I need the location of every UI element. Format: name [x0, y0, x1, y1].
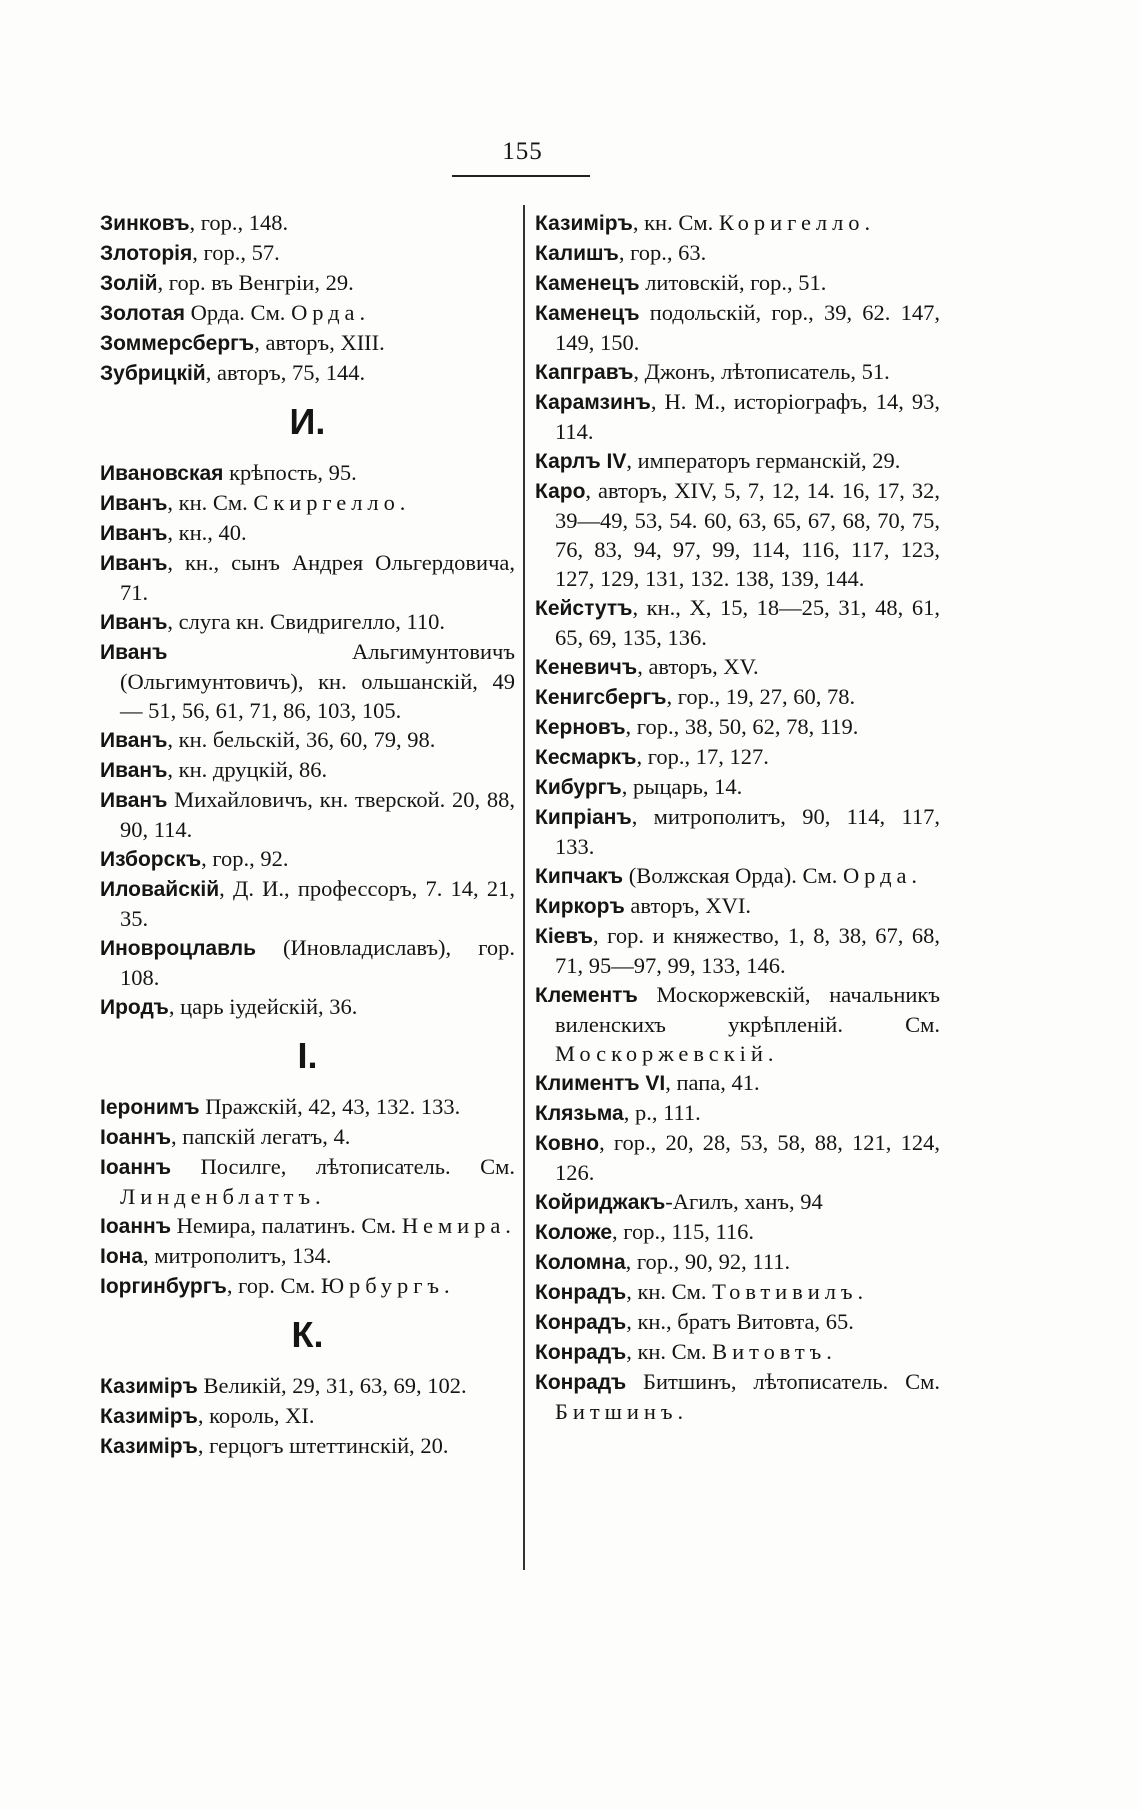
index-entry	[535, 1187, 940, 1217]
entry-text: , кн. См.	[626, 1339, 713, 1364]
entry-headword: Иродъ	[100, 996, 169, 1019]
entry-headword: Иванъ	[100, 522, 168, 545]
index-entry	[100, 725, 515, 755]
index-entry	[535, 446, 940, 476]
cross-reference: Орда	[842, 863, 912, 888]
index-entry	[535, 208, 940, 238]
entry-text: крѣпость, 95.	[223, 460, 357, 485]
entry-text: , гор., 20, 28, 53, 58, 88, 121, 124, 126.	[555, 1130, 940, 1185]
entry-text: , кн. бельскій, 36, 60, 79, 98.	[167, 727, 436, 752]
entry-headword: Иловайскій	[100, 878, 220, 901]
entry-text: , гор. и княжество, 1, 8, 38, 67, 68, 71, 95—97, 99, 133, 146.	[555, 923, 940, 978]
section-letter-heading: И.	[289, 401, 326, 442]
index-entry	[100, 785, 515, 844]
entry-text: литовскій, гор., 51.	[639, 270, 827, 295]
index-entry	[100, 328, 515, 358]
index-entry	[100, 458, 515, 488]
entry-headword: Конрадъ	[535, 1341, 627, 1364]
index-entry	[535, 652, 940, 682]
entry-headword: Казиміръ	[535, 212, 633, 235]
entry-headword: Іеронимъ	[100, 1096, 200, 1119]
entry-headword: Іоаннъ	[100, 1126, 172, 1149]
index-entry	[535, 357, 940, 387]
entry-headword: Зинковъ	[100, 212, 190, 235]
entry-headword: Иванъ	[100, 492, 168, 515]
index-entry	[100, 607, 515, 637]
index-entry	[100, 637, 515, 725]
index-entry	[100, 1152, 515, 1211]
entry-headword: Керновъ	[535, 716, 626, 739]
index-entry	[100, 755, 515, 785]
entry-text: .	[911, 863, 918, 888]
index-entry	[100, 933, 515, 992]
entry-text: Альгимунтовичъ (Ольгимунтовичъ), кн. ольшанскій, 49 — 51, 56, 61, 71, 86, 103, 105.	[120, 639, 515, 723]
entry-text: .	[767, 1041, 774, 1066]
entry-text: .	[677, 1399, 684, 1424]
entry-headword: Зоммерсбергъ	[100, 332, 255, 355]
entry-text: авторъ, XVI.	[624, 893, 751, 918]
index-entry	[100, 1092, 515, 1122]
entry-headword: Карамзинъ	[535, 391, 651, 414]
index-entry	[100, 238, 515, 268]
index-entry	[100, 488, 515, 518]
entry-text: , кн. См.	[167, 490, 254, 515]
index-entry	[535, 682, 940, 712]
entry-text: , гор., 38, 50, 62, 78, 119.	[625, 714, 859, 739]
entry-headword: Иновроцлавль	[100, 937, 256, 960]
cross-reference: Витовтъ	[712, 1339, 827, 1364]
entry-headword: Зубрицкій	[100, 362, 206, 385]
entry-headword: Іоргинбургъ	[100, 1275, 227, 1298]
entry-headword: Злоторія	[100, 242, 193, 265]
entry-text: , царь іудейскій, 36.	[168, 994, 358, 1019]
index-entry	[535, 476, 940, 593]
cross-reference: Товтивилъ	[712, 1279, 858, 1304]
entry-text: , Джонъ, лѣтописатель, 51.	[633, 359, 890, 384]
entry-headword: Иванъ	[100, 641, 168, 664]
index-entry	[535, 712, 940, 742]
entry-headword: Иванъ	[100, 759, 168, 782]
entry-headword: Капгравъ	[535, 361, 634, 384]
index-entry	[100, 1211, 515, 1241]
index-entry	[535, 593, 940, 652]
entry-headword: Казиміръ	[100, 1435, 198, 1458]
entry-text: , Н. М., исторіографъ, 14, 93, 114.	[555, 389, 940, 444]
index-entry	[535, 1337, 940, 1367]
entry-headword: Конрадъ	[535, 1281, 627, 1304]
entry-text: , кн., X, 15, 18—25, 31, 48, 61, 65, 69, 135, 136.	[555, 595, 940, 650]
index-entry	[535, 1068, 940, 1098]
entry-headword: Казиміръ	[100, 1375, 198, 1398]
entry-headword: Золотая	[100, 302, 186, 325]
index-entry	[100, 298, 515, 328]
entry-headword: Клементъ	[535, 984, 638, 1007]
entry-headword: Кенигсбергъ	[535, 686, 667, 709]
index-entry	[535, 1098, 940, 1128]
index-entry	[535, 891, 940, 921]
entry-text: .	[443, 1273, 450, 1298]
entry-text: .	[399, 490, 406, 515]
entry-headword: Конрадъ	[535, 1371, 627, 1394]
entry-text: , кн., сынъ Андрея Ольгердовича, 71.	[120, 550, 515, 605]
index-entry	[535, 1128, 940, 1187]
entry-text: , гор. въ Венгріи, 29.	[157, 270, 354, 295]
index-entry	[535, 861, 940, 891]
column-divider	[523, 205, 525, 1570]
section-letter-heading: К.	[291, 1314, 324, 1355]
entry-headword: Клязьма	[535, 1102, 624, 1125]
entry-text: .	[315, 1184, 321, 1209]
index-entry	[535, 1307, 940, 1337]
index-entry	[100, 1271, 515, 1301]
cross-reference: Коригелло	[718, 210, 865, 235]
entry-headword: Иванъ	[100, 729, 168, 752]
index-entry	[100, 992, 515, 1022]
index-entry	[100, 874, 515, 933]
entry-text: , слуга кн. Свидригелло, 110.	[167, 609, 446, 634]
entry-headword: Калишъ	[535, 242, 619, 265]
entry-text: , гор., 19, 27, 60, 78.	[666, 684, 856, 709]
entry-headword: Климентъ VI	[535, 1072, 666, 1095]
entry-headword: Кипчакъ	[535, 865, 624, 888]
entry-text: , р., 111.	[623, 1100, 701, 1125]
entry-headword: Кибургъ	[535, 776, 622, 799]
index-entry	[535, 742, 940, 772]
entry-text: , Д. И., профессоръ, 7. 14, 21, 35.	[120, 876, 515, 931]
entry-text: , императоръ германскій, 29.	[626, 448, 901, 473]
entry-text: .	[505, 1213, 511, 1238]
entry-text: подольскій, гор., 39, 62. 147, 149, 150.	[555, 300, 940, 355]
index-entry	[535, 298, 940, 357]
entry-text: , гор., 17, 127.	[636, 744, 769, 769]
entry-headword: Казиміръ	[100, 1405, 198, 1428]
index-column-left	[100, 208, 515, 1461]
section-letter-heading: І.	[297, 1035, 318, 1076]
entry-text: , папскій легатъ, 4.	[171, 1124, 351, 1149]
entry-text: Битшинъ, лѣтописатель. См.	[626, 1369, 940, 1394]
entry-headword: Кипріанъ	[535, 806, 632, 829]
cross-reference: Юрбургъ	[320, 1273, 444, 1298]
index-entry	[535, 387, 940, 446]
index-entry	[535, 268, 940, 298]
entry-text: , авторъ, XIV, 5, 7, 12, 14. 16, 17, 32, 39—49, 53, 54. 60, 63, 65, 67, 68, 70, 75, 76, 83, 94, 97, 99, 114, 116, 117, 123, 127, 129, 131, 132. 138, 139, 144.	[555, 478, 940, 591]
entry-text: , король, XI.	[197, 1403, 315, 1428]
entry-headword: Іоаннъ	[100, 1156, 172, 1179]
page-number: 155	[502, 138, 543, 165]
entry-headword: Золій	[100, 272, 158, 295]
entry-text: (Иновладиславъ), гор. 108.	[120, 935, 515, 990]
page-number-rule	[452, 175, 590, 177]
entry-headword: Іоаннъ	[100, 1215, 172, 1238]
entry-headword: Іона	[100, 1245, 144, 1268]
index-entry	[535, 1367, 940, 1426]
index-entry	[535, 1217, 940, 1247]
index-entry	[535, 980, 940, 1068]
entry-text: , митрополитъ, 90, 114, 117, 133.	[555, 804, 940, 859]
entry-text: , кн., братъ Витовта, 65.	[626, 1309, 854, 1334]
entry-text: Великій, 29, 31, 63, 69, 102.	[197, 1373, 467, 1398]
entry-text: Москоржевскій, начальникъ виленскихъ укрѣпленій. См.	[555, 982, 940, 1037]
entry-text: , папа, 41.	[665, 1070, 760, 1095]
index-entry	[100, 208, 515, 238]
entry-text: Орда. См.	[185, 300, 292, 325]
entry-headword: Коломна	[535, 1251, 626, 1274]
entry-headword: Ковно	[535, 1132, 600, 1155]
entry-headword: Кіевъ	[535, 925, 594, 948]
entry-headword: Каменецъ	[535, 272, 640, 295]
cross-reference: Битшинъ	[555, 1399, 678, 1424]
index-entry	[535, 238, 940, 268]
cross-reference: Скиргелло	[253, 490, 400, 515]
cross-reference: Немира	[401, 1213, 506, 1238]
entry-headword: Киркоръ	[535, 895, 625, 918]
entry-headword: Иванъ	[100, 611, 168, 634]
entry-headword: Иванъ	[100, 552, 168, 575]
index-entry	[100, 548, 515, 607]
entry-headword: Ивановская	[100, 462, 224, 485]
entry-text: , гор., 63.	[618, 240, 707, 265]
entry-text: Немира, палатинъ. См.	[171, 1213, 402, 1238]
cross-reference: Москоржевскій	[555, 1041, 768, 1066]
entry-text: , авторъ, XV.	[637, 654, 759, 679]
index-entry	[100, 268, 515, 298]
index-entry	[100, 1371, 515, 1401]
entry-text: .	[857, 1279, 864, 1304]
entry-text: , авторъ, XIII.	[254, 330, 385, 355]
index-column-right	[535, 208, 940, 1426]
entry-headword: Кеневичъ	[535, 656, 638, 679]
entry-headword: Карлъ IV	[535, 450, 627, 473]
entry-text: .	[359, 300, 366, 325]
entry-text: , кн. См.	[626, 1279, 713, 1304]
entry-text: -Агилъ, ханъ, 94	[665, 1189, 823, 1214]
entry-text: .	[864, 210, 871, 235]
entry-text: , митрополитъ, 134.	[143, 1243, 332, 1268]
index-entry	[100, 1401, 515, 1431]
entry-text: , кн. друцкій, 86.	[167, 757, 328, 782]
index-entry	[100, 1431, 515, 1461]
entry-text: Пражскій, 42, 43, 132. 133.	[199, 1094, 461, 1119]
entry-text: , гор., 115, 116.	[612, 1219, 755, 1244]
entry-headword: Коложе	[535, 1221, 613, 1244]
index-entry	[100, 518, 515, 548]
index-entry	[535, 1247, 940, 1277]
index-entry	[100, 844, 515, 874]
entry-headword: Кейстутъ	[535, 597, 633, 620]
index-entry	[100, 1241, 515, 1271]
entry-text: , кн., 40.	[167, 520, 247, 545]
index-entry	[100, 1122, 515, 1152]
entry-text: , авторъ, 75, 144.	[205, 360, 366, 385]
entry-text: Посилге, лѣтописатель. См.	[171, 1154, 515, 1179]
index-entry	[100, 358, 515, 388]
entry-text: , гор., 148.	[189, 210, 289, 235]
entry-text: , герцогъ штеттинскій, 20.	[197, 1433, 449, 1458]
entry-text: , гор., 57.	[192, 240, 280, 265]
entry-text: .	[826, 1339, 832, 1364]
entry-text: , рыцарь, 14.	[621, 774, 743, 799]
index-entry	[535, 772, 940, 802]
index-entry	[535, 1277, 940, 1307]
index-entry	[535, 921, 940, 980]
entry-headword: Изборскъ	[100, 848, 202, 871]
entry-headword: Иванъ	[100, 789, 168, 812]
entry-headword: Каро	[535, 480, 586, 503]
entry-text: , гор., 90, 92, 111.	[625, 1249, 791, 1274]
cross-reference: Линденблаттъ	[120, 1184, 316, 1209]
entry-headword: Каменецъ	[535, 302, 640, 325]
entry-text: (Волжская Орда). См.	[623, 863, 843, 888]
entry-text: , гор., 92.	[201, 846, 289, 871]
cross-reference: Орда	[291, 300, 360, 325]
entry-headword: Кесмаркъ	[535, 746, 637, 769]
entry-headword: Конрадъ	[535, 1311, 627, 1334]
index-entry	[535, 802, 940, 861]
entry-text: , кн. См.	[632, 210, 719, 235]
entry-text: Михайловичъ, кн. тверской. 20, 88, 90, 114.	[120, 787, 515, 842]
entry-headword: Койриджакъ	[535, 1191, 666, 1214]
entry-text: , гор. См.	[226, 1273, 321, 1298]
